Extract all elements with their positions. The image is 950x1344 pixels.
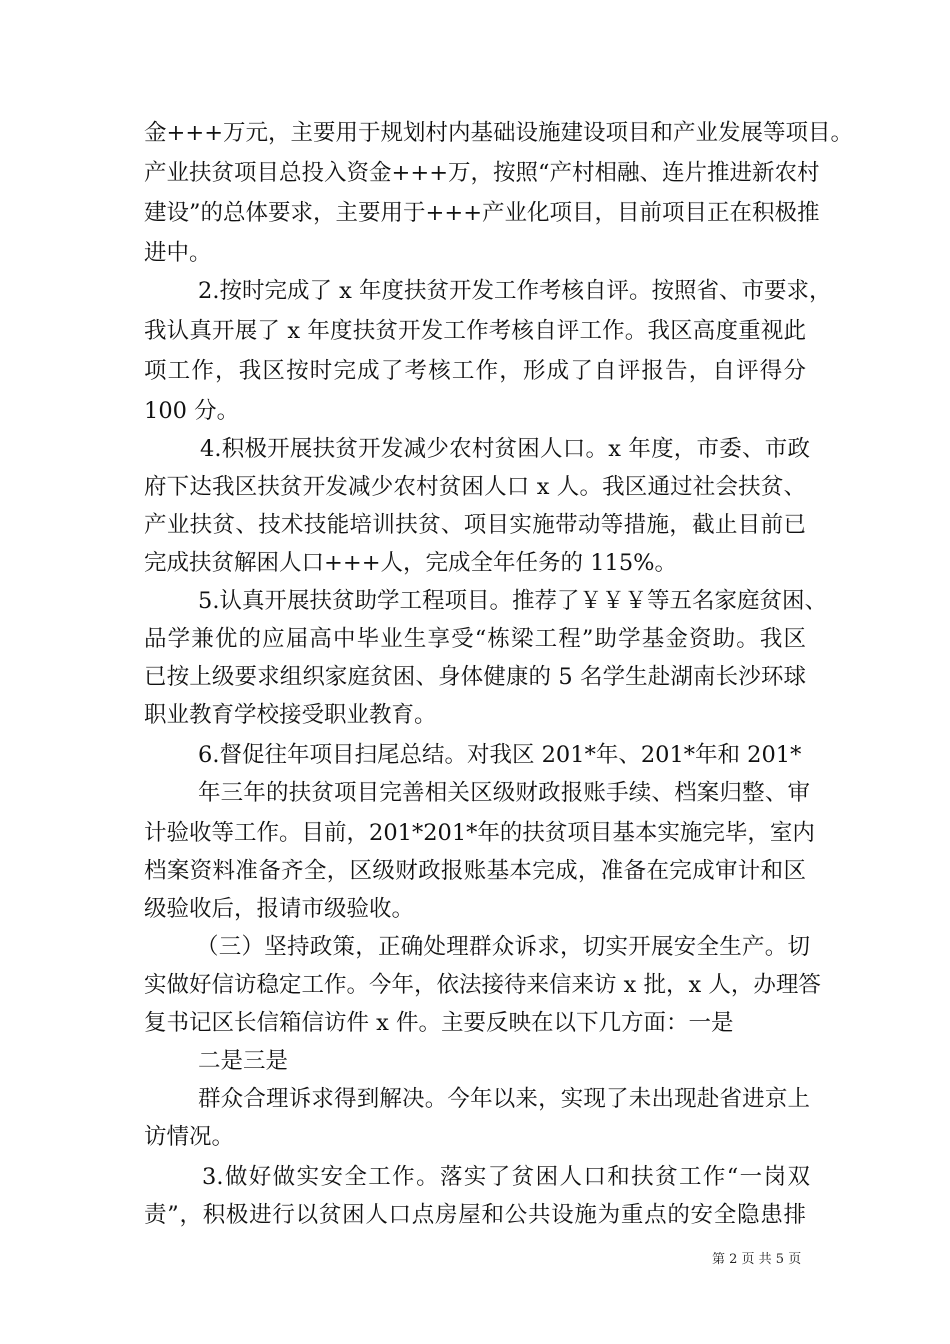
text-line: 府下达我区扶贫开发减少农村贫困人口 x 人。我区通过社会扶贫、 (144, 474, 806, 500)
text-line: 100 分。 (144, 398, 240, 424)
paragraph-6-start: 6.督促往年项目扫尾总结。对我区 201*年、201*年和 201* (198, 742, 802, 768)
text-line: 档案资料准备齐全，区级财政报账基本完成，准备在完成审计和区 (144, 858, 806, 884)
text-line: 我认真开展了 x 年度扶贫开发工作考核自评工作。我区高度重视此 (144, 318, 806, 344)
paragraph-2-start: 2.按时完成了 x 年度扶贫开发工作考核自评。按照省、市要求， (198, 278, 832, 304)
text-line: 已按上级要求组织家庭贫困、身体健康的 5 名学生赴湖南长沙环球 (144, 664, 806, 690)
text-line: 金+++万元，主要用于规划村内基础设施建设项目和产业发展等项目。 (144, 120, 854, 146)
text-line: 项工作，我区按时完成了考核工作，形成了自评报告，自评得分 (144, 358, 806, 384)
text-line: 完成扶贫解困人口+++人，完成全年任务的 115%。 (144, 550, 678, 576)
text-line: 计验收等工作。目前，201*201*年的扶贫项目基本实施完毕，室内 (144, 820, 815, 846)
text-line: 复书记区长信箱信访件 x 件。主要反映在以下几方面：一是 (144, 1010, 734, 1036)
text-line: 责”，积极进行以贫困人口点房屋和公共设施为重点的安全隐患排 (144, 1202, 806, 1228)
page-number-footer: 第 2 页 共 5 页 (712, 1252, 802, 1267)
text-line: 品学兼优的应届高中毕业生享受“栋梁工程”助学基金资助。我区 (144, 626, 806, 652)
text-line: 产业扶贫项目总投入资金+++万，按照“产村相融、连片推进新农村 (144, 160, 820, 186)
text-line: 访情况。 (144, 1124, 235, 1150)
paragraph-4-start: 4.积极开展扶贫开发减少农村贫困人口。x 年度，市委、市政 (200, 436, 810, 462)
text-line: 职业教育学校接受职业教育。 (144, 702, 437, 728)
paragraph-3-start: 3.做好做实安全工作。落实了贫困人口和扶贫工作“一岗双 (202, 1164, 810, 1190)
text-line: 建设”的总体要求，主要用于+++产业化项目，目前项目正在积极推 (144, 200, 820, 226)
text-line: 进中。 (144, 240, 212, 266)
text-line: 实做好信访稳定工作。今年，依法接待来信来访 x 批，x 人，办理答 (144, 972, 821, 998)
text-line: 年三年的扶贫项目完善相关区级财政报账手续、档案归整、审 (198, 780, 810, 806)
paragraph-section-3-start: （三）坚持政策，正确处理群众诉求，切实开展安全生产。切 (196, 934, 810, 960)
paragraph-5-start: 5.认真开展扶贫助学工程项目。推荐了￥￥￥等五名家庭贫困、 (198, 588, 827, 614)
text-line: 级验收后，报请市级验收。 (144, 896, 415, 922)
text-line: 产业扶贫、技术技能培训扶贫、项目实施带动等措施，截止目前已 (144, 512, 806, 538)
text-line: 群众合理诉求得到解决。今年以来，实现了未出现赴省进京上 (198, 1086, 810, 1112)
text-line: 二是三是 (198, 1048, 289, 1074)
